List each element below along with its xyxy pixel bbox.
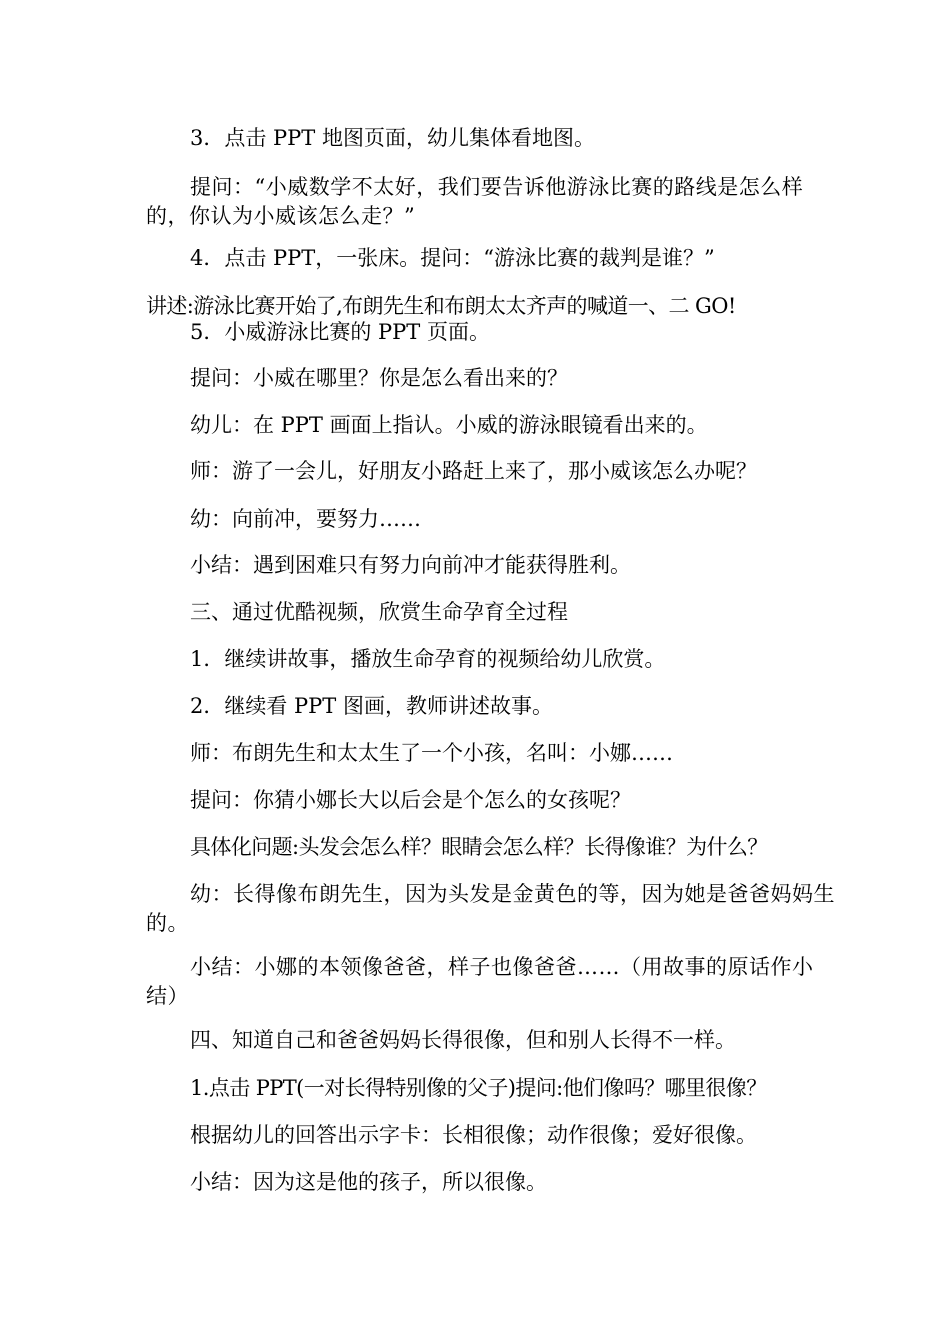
section-heading-4: 四、知道自己和爸爸妈妈长得很像，但和别人长得不一样。 [190, 1028, 736, 1052]
paragraph-step-4: 4．点击 PPT，一张床。提问：“游泳比赛的裁判是谁？” [190, 246, 715, 270]
paragraph-teacher-xiaona: 师：布朗先生和太太生了一个小孩，名叫：小娜…… [190, 741, 673, 765]
paragraph-question-xiaona: 提问：你猜小娜长大以后会是个怎么的女孩呢？ [190, 788, 631, 812]
paragraph-question-where: 提问：小威在哪里？你是怎么看出来的？ [190, 366, 568, 390]
paragraph-summary-xiaona: 小结：小娜的本领像爸爸，样子也像爸爸……（用故事的原话作小结） [146, 955, 814, 1008]
paragraph-step-3: 3．点击 PPT 地图页面，幼儿集体看地图。 [190, 126, 595, 150]
paragraph-teacher-xiaolu: 师：游了一会儿，好朋友小路赶上来了，那小威该怎么办呢？ [190, 459, 757, 483]
paragraph-child-answer: 幼儿：在 PPT 画面上指认。小威的游泳眼镜看出来的。 [190, 413, 708, 437]
paragraph-specific-questions: 具体化问题:头发会怎么样？眼睛会怎么样？长得像谁？为什么？ [190, 835, 768, 859]
paragraph-step-5: 5．小威游泳比赛的 PPT 页面。 [190, 320, 490, 344]
paragraph-narration: 讲述:游泳比赛开始了,布朗先生和布朗太太齐声的喊道一、二 GO! [146, 294, 736, 318]
paragraph-summary-effort: 小结：遇到困难只有努力向前冲才能获得胜利。 [190, 553, 631, 577]
section-heading-3: 三、通过优酷视频，欣赏生命孕育全过程 [190, 600, 568, 624]
paragraph-question-route: 提问：“小威数学不太好，我们要告诉他游泳比赛的路线是怎么样的，你认为小威该怎么走？” [146, 175, 804, 228]
paragraph-child-forward: 幼：向前冲，要努力…… [190, 507, 421, 531]
paragraph-word-cards: 根据幼儿的回答出示字卡：长相很像；动作很像；爱好很像。 [190, 1123, 757, 1147]
paragraph-step-1-video: 1．继续讲故事，播放生命孕育的视频给幼儿欣赏。 [190, 647, 666, 671]
paragraph-step-2-ppt: 2．继续看 PPT 图画，教师讲述故事。 [190, 694, 553, 718]
paragraph-step-1-father-son: 1.点击 PPT(一对长得特别像的父子)提问:他们像吗？哪里很像？ [190, 1076, 767, 1100]
paragraph-summary-child: 小结：因为这是他的孩子，所以很像。 [190, 1170, 547, 1194]
paragraph-child-resemble: 幼：长得像布朗先生，因为头发是金黄色的等，因为她是爸爸妈妈生的。 [146, 882, 835, 935]
